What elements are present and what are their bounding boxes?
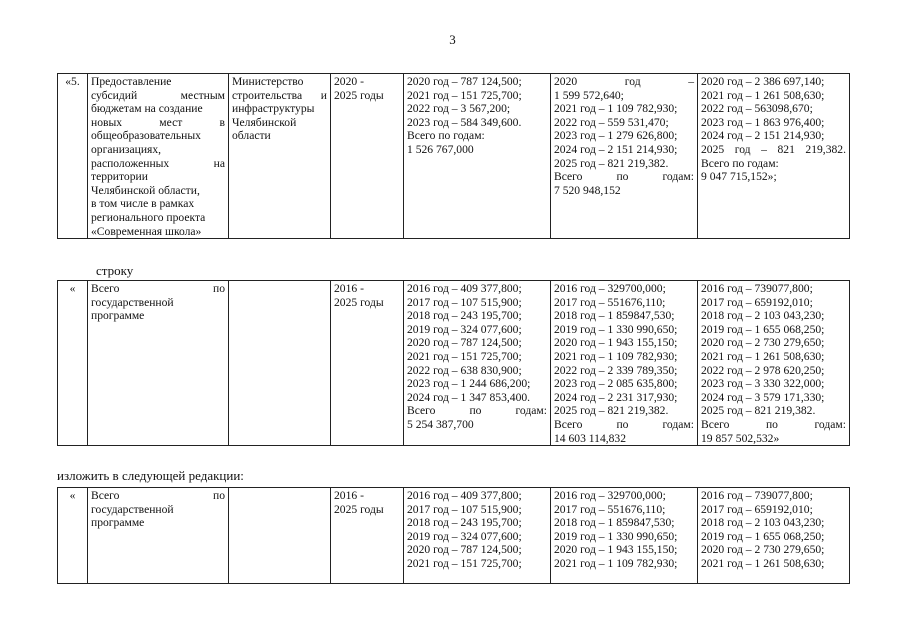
funding-line: 2020 год – 1 943 155,150; xyxy=(554,543,678,557)
funding-line: 2022 год – 2 339 789,350; xyxy=(554,363,678,377)
period-line: 2016 - xyxy=(334,282,364,295)
period-cell xyxy=(331,281,404,446)
funding-line: Всего по годам: xyxy=(554,170,694,184)
funding-line: 2021 год – 151 725,700; xyxy=(407,88,522,102)
period-cell xyxy=(331,488,404,584)
funding-line: 2021 год – 1 109 782,930; xyxy=(554,349,678,363)
funding-line: 2017 год – 107 515,900; xyxy=(407,295,522,309)
funding-line: 2018 год – 243 195,700; xyxy=(407,516,522,530)
executor-line: Челябинской xyxy=(232,115,297,129)
funding-line: 2016 год – 329700,000; xyxy=(554,282,666,295)
name-line: Челябинской области, xyxy=(91,183,200,197)
activity-name-cell xyxy=(88,488,229,584)
funding-line: 2017 год – 659192,010; xyxy=(701,502,813,516)
funding-line: 2019 год – 1 330 990,650; xyxy=(554,322,678,336)
funding-line: 2022 год – 559 531,470; xyxy=(554,115,669,129)
executor-cell xyxy=(229,74,331,239)
funding-cell-a xyxy=(404,488,551,584)
funding-line: 9 047 715,152»; xyxy=(701,170,777,184)
funding-line: 2024 год – 2 231 317,930; xyxy=(554,390,678,404)
funding-line: 2022 год – 3 567,200; xyxy=(407,102,511,116)
name-line: расположенных на xyxy=(91,156,225,170)
executor-line: Министерство xyxy=(232,75,304,88)
funding-line: 2022 год – 563098,670; xyxy=(701,102,813,116)
funding-cell-c xyxy=(698,281,850,446)
funding-line: 2023 год – 1 863 976,400; xyxy=(701,115,825,129)
executor-cell xyxy=(229,488,331,584)
funding-line: 2021 год – 151 725,700; xyxy=(407,349,522,363)
funding-line: 2018 год – 2 103 043,230; xyxy=(701,516,825,530)
name-line: территории xyxy=(91,170,148,184)
funding-line: Всего по годам: xyxy=(407,129,485,143)
funding-line: 2019 год – 1 655 068,250; xyxy=(701,322,825,336)
row-number: « xyxy=(58,488,88,584)
funding-line: 1 526 767,000 xyxy=(407,142,474,156)
funding-line: 2024 год – 3 579 171,330; xyxy=(701,390,825,404)
funding-cell-a xyxy=(404,281,551,446)
name-line: Предоставление xyxy=(91,75,172,88)
funding-line: 2025 год – 821 219,382. xyxy=(701,404,816,418)
funding-line: 7 520 948,152 xyxy=(554,183,621,197)
funding-line: 2023 год – 2 085 635,800; xyxy=(554,377,678,391)
activity-name-cell xyxy=(88,281,229,446)
row-number: «5. xyxy=(58,74,88,239)
funding-line: 2021 год – 1 109 782,930; xyxy=(554,102,678,116)
funding-cell-c xyxy=(698,74,850,239)
funding-line: 2017 год – 107 515,900; xyxy=(407,502,522,516)
activity-name-cell xyxy=(88,74,229,239)
funding-line: 2021 год – 1 261 508,630; xyxy=(701,349,825,363)
funding-cell-b xyxy=(551,281,698,446)
funding-line: 2021 год – 1 109 782,930; xyxy=(554,556,678,570)
funding-line: 2021 год – 1 261 508,630; xyxy=(701,88,825,102)
funding-line: 2016 год – 329700,000; xyxy=(554,489,666,502)
executor-line: строительства и xyxy=(232,88,327,102)
row-5-table xyxy=(57,73,850,239)
funding-cell-c xyxy=(698,488,850,584)
name-line: в том числе в рамках xyxy=(91,197,195,211)
funding-line: 2018 год – 1 859847,530; xyxy=(554,516,675,530)
name-line: организациях, xyxy=(91,142,162,156)
funding-line: 5 254 387,700 xyxy=(407,417,474,431)
period-line: 2016 - xyxy=(334,489,364,502)
period-line: 2025 годы xyxy=(334,502,384,516)
name-line: Всего по xyxy=(91,489,225,502)
funding-line: 2016 год – 409 377,800; xyxy=(407,282,522,295)
period-line: 2020 - xyxy=(334,75,364,88)
funding-line: 19 857 502,532» xyxy=(701,431,780,445)
name-line: «Современная школа» xyxy=(91,224,202,238)
name-line: Всего по xyxy=(91,282,225,295)
funding-line: 2025 год – 821 219,382. xyxy=(554,156,669,170)
funding-line: 2024 год – 2 151 214,930; xyxy=(701,129,825,143)
executor-line: инфраструктуры xyxy=(232,102,315,116)
total-new-table xyxy=(57,487,850,584)
funding-line: Всего по годам: xyxy=(554,417,694,431)
name-line: государственной xyxy=(91,502,174,516)
name-line: государственной xyxy=(91,295,174,309)
name-line: субсидий местным xyxy=(91,88,225,102)
funding-line: 1 599 572,640; xyxy=(554,88,624,102)
funding-line: 2018 год – 243 195,700; xyxy=(407,309,522,323)
funding-line: 2019 год – 324 077,600; xyxy=(407,529,522,543)
funding-line: 2020 год – 2 730 279,650; xyxy=(701,543,825,557)
funding-line: 2023 год – 584 349,600. xyxy=(407,115,522,129)
executor-cell xyxy=(229,281,331,446)
period-line: 2025 годы xyxy=(334,88,384,102)
funding-cell-b xyxy=(551,74,698,239)
funding-line: 2019 год – 1 655 068,250; xyxy=(701,529,825,543)
funding-line: Всего по годам: xyxy=(407,404,547,418)
funding-line: 2023 год – 1 279 626,800; xyxy=(554,129,678,143)
funding-line: 2020 год – 1 943 155,150; xyxy=(554,336,678,350)
funding-line: 2017 год – 551676,110; xyxy=(554,295,666,309)
funding-line: 2023 год – 3 330 322,000; xyxy=(701,377,825,391)
funding-line: 2020 год – 2 730 279,650; xyxy=(701,336,825,350)
funding-line: 2016 год – 409 377,800; xyxy=(407,489,522,502)
funding-line: 2024 год – 1 347 853,400. xyxy=(407,390,531,404)
funding-line: 2020 год – 2 386 697,140; xyxy=(701,75,825,88)
name-line: новых мест в xyxy=(91,115,225,129)
funding-line: 2022 год – 638 830,900; xyxy=(407,363,522,377)
funding-line: 2020 год – 787 124,500; xyxy=(407,75,522,88)
funding-line: 2019 год – 324 077,600; xyxy=(407,322,522,336)
funding-line: 2017 год – 551676,110; xyxy=(554,502,666,516)
separator-text: изложить в следующей редакции: xyxy=(57,468,244,483)
name-line: общеобразовательных xyxy=(91,129,201,143)
funding-cell-a xyxy=(404,74,551,239)
funding-line: 2023 год – 1 244 686,200; xyxy=(407,377,531,391)
funding-line: 2022 год – 2 978 620,250; xyxy=(701,363,825,377)
funding-line: 2024 год – 2 151 214,930; xyxy=(554,142,678,156)
funding-line: Всего по годам: xyxy=(701,417,846,431)
name-line: программе xyxy=(91,516,145,530)
funding-line: 2018 год – 1 859847,530; xyxy=(554,309,675,323)
funding-line: 2016 год – 739077,800; xyxy=(701,282,813,295)
table-row xyxy=(58,488,850,584)
funding-line: 2018 год – 2 103 043,230; xyxy=(701,309,825,323)
executor-line: области xyxy=(232,129,271,143)
funding-line: 2020 год – xyxy=(554,75,694,88)
funding-line: 2020 год – 787 124,500; xyxy=(407,543,522,557)
period-line: 2025 годы xyxy=(334,295,384,309)
name-line: бюджетам на создание xyxy=(91,102,203,116)
row-number: « xyxy=(58,281,88,446)
separator-text: строку xyxy=(96,263,134,278)
funding-line: 2021 год – 1 261 508,630; xyxy=(701,556,825,570)
funding-line: 2016 год – 739077,800; xyxy=(701,489,813,502)
page-number: 3 xyxy=(449,32,456,47)
table-row xyxy=(58,281,850,446)
total-old-table xyxy=(57,280,850,446)
funding-line: 2020 год – 787 124,500; xyxy=(407,336,522,350)
name-line: регионального проекта xyxy=(91,210,206,224)
funding-line: Всего по годам: xyxy=(701,156,779,170)
funding-line: 2019 год – 1 330 990,650; xyxy=(554,529,678,543)
funding-line: 2017 год – 659192,010; xyxy=(701,295,813,309)
funding-cell-b xyxy=(551,488,698,584)
funding-line: 2025 год – 821 219,382. xyxy=(554,404,669,418)
funding-line: 2025 год – 821 219,382. xyxy=(701,142,846,156)
period-cell xyxy=(331,74,404,239)
name-line: программе xyxy=(91,309,145,323)
funding-line: 14 603 114,832 xyxy=(554,431,627,445)
funding-line: 2021 год – 151 725,700; xyxy=(407,556,522,570)
table-row xyxy=(58,74,850,239)
